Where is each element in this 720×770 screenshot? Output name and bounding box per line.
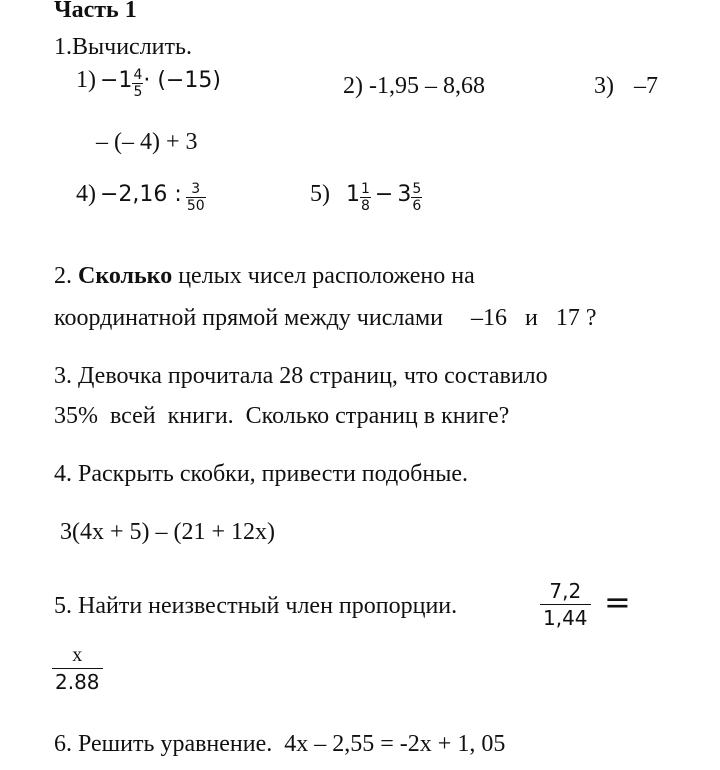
item1-prefix: −1 [100,68,133,93]
item5-whole2: 3 [397,182,412,207]
task1-item3 [594,72,658,100]
item5-label: 5) [310,181,330,207]
item5-operator: − [374,182,394,207]
item5-whole1: 1 [346,182,360,207]
task1-item4 [76,180,206,214]
item3-label: 3) [594,73,614,99]
page-title: Часть 1 [54,0,137,23]
item1-frac-num: 4 [133,66,143,83]
task5-frac2-num: x [52,642,103,669]
task1-item1 [76,66,221,100]
task2-line2 [54,304,597,332]
task1-item2 [343,72,485,100]
item1-suffix: · (−15) [143,68,221,93]
task1-item5 [310,180,422,214]
item1-frac-den: 5 [133,83,143,100]
task2-line1 [54,262,475,290]
item3-expr-line1: –7 [634,73,658,99]
task2-number: 2. [54,263,72,289]
task5-fraction2 [52,642,103,695]
item2-label: 2) [343,73,363,99]
task5-text: 5. Найти неизвестный член пропорции. [54,593,458,619]
item5-frac2-den: 6 [412,197,422,214]
task4-expression: 3(4x + 5) – (21 + 12x) [60,519,276,545]
item4-label: 4) [76,181,96,207]
task6-text: 6. Решить уравнение. 4x – 2,55 = -2x + 1, 05 [54,731,506,757]
item5-frac2-num: 5 [412,180,422,197]
item4-frac-den: 50 [186,197,205,214]
task2-conj: и [525,305,538,331]
item1-fraction [132,67,143,100]
item4-frac-num: 3 [186,181,206,198]
task1-heading: 1.Вычислить. [54,34,192,60]
item5-fraction1 [360,181,371,214]
task5-equals: = [604,583,631,621]
task3-line1: 3. Девочка прочитала 28 страниц, что составило [54,363,548,389]
item5-frac1-num: 1 [361,180,370,197]
task5-frac1-den: 1,44 [543,606,588,630]
task4-line1: 4. Раскрыть скобки, привести подобные. [54,461,468,487]
task2-value1: –16 [471,305,508,331]
item2-expr: -1,95 – 8,68 [369,73,485,99]
item3-expr-line2: – (– 4) + 3 [96,129,198,155]
item4-fraction [186,181,206,214]
task5-frac2-den: 2.88 [55,670,100,694]
task5-frac1-num: 7,2 [540,578,591,605]
task2-bold-word: Сколько [78,263,173,289]
item5-fraction2 [411,181,422,214]
item1-label: 1) [76,67,96,93]
task2-line2-text: координатной прямой между числами [54,305,444,331]
task5-fraction1 [540,578,591,631]
item5-frac1-den: 8 [361,197,370,214]
task2-line1-rest: целых чисел расположено на [178,263,475,289]
task5-frac1 [540,578,591,631]
item4-prefix: −2,16 : [100,182,182,207]
task3-line2: 35% всей книги. Сколько страниц в книге? [54,403,510,429]
task5-frac2 [52,642,103,695]
task2-value2: 17 ? [555,305,597,331]
